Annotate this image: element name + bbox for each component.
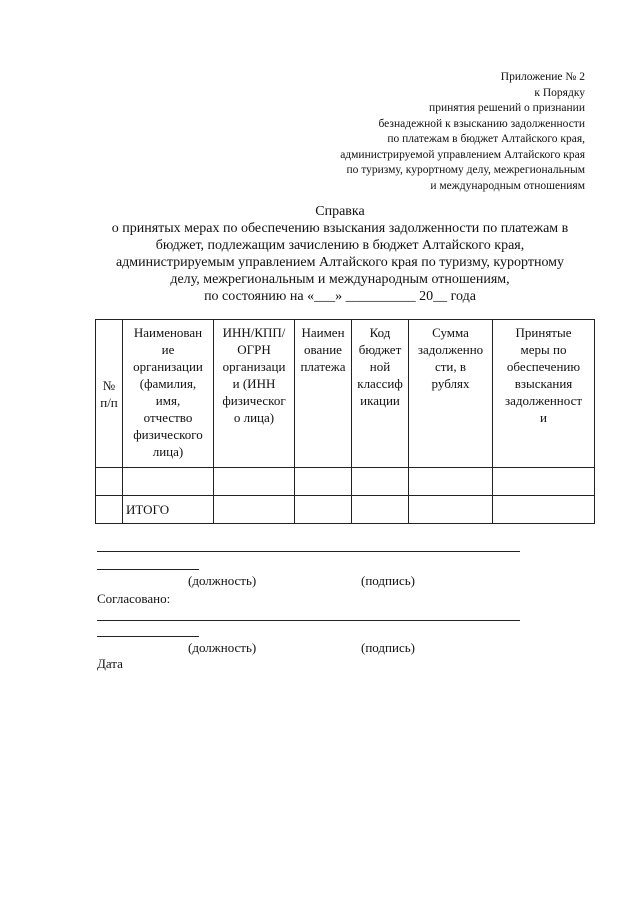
heading-line: администрируемым управлением Алтайского края по туризму, курортному xyxy=(115,255,565,270)
document-heading xyxy=(90,203,590,305)
col-header-measures xyxy=(493,320,595,468)
table-cell xyxy=(214,496,295,524)
table-total-row xyxy=(96,496,595,524)
heading-line: делу, межрегиональным и международным отношениям, xyxy=(170,272,510,287)
annex-line: по туризму, курортному делу, межрегиональным xyxy=(346,164,585,176)
table-cell xyxy=(352,496,409,524)
report-table xyxy=(95,319,595,524)
document-title: Справка xyxy=(315,204,365,219)
annex-line: администрируемой управлением Алтайского края xyxy=(340,148,585,161)
table-cell xyxy=(352,468,409,496)
col-header-inn xyxy=(214,320,295,468)
col-header-text: ИНН/КПП/ ОГРН организаци и (ИНН физическог о лица) xyxy=(222,325,286,425)
agreed-label: Согласовано: xyxy=(97,591,171,606)
agreed-line-long xyxy=(97,620,520,621)
heading-line: о принятых мерах по обеспечению взыскания задолженности по платежам в xyxy=(111,221,569,236)
col-header-payment xyxy=(295,320,352,468)
col-header-budget-code xyxy=(352,320,409,468)
table-cell xyxy=(409,496,493,524)
col-header-number xyxy=(96,320,123,468)
signature-label-2: (подпись) xyxy=(361,640,415,655)
table-cell xyxy=(295,468,352,496)
col-header-debt-amount xyxy=(409,320,493,468)
heading-line: бюджет, подлежащим зачислению в бюджет Алтайского края, xyxy=(155,238,525,253)
heading-date-line: по состоянию на «___» __________ 20__ года xyxy=(204,289,476,304)
signature-label: (подпись) xyxy=(361,573,415,588)
table-cell xyxy=(493,496,595,524)
annex-line: Приложение № 2 xyxy=(500,71,585,83)
total-label: ИТОГО xyxy=(123,496,214,524)
table-cell xyxy=(295,496,352,524)
table-cell xyxy=(409,468,493,496)
signature-line-long xyxy=(97,551,520,552)
table-cell xyxy=(96,496,123,524)
annex-block xyxy=(265,70,585,194)
position-label: (должность) xyxy=(188,573,257,588)
table-cell xyxy=(123,468,214,496)
col-header-text: Наимен ование платежа xyxy=(300,325,346,374)
table-cell xyxy=(493,468,595,496)
annex-line: и международным отношениям xyxy=(430,179,585,192)
annex-line: по платежам в бюджет Алтайского края, xyxy=(387,133,585,145)
col-header-text: Наименован ие организации (фамилия, имя, отчество физического лица) xyxy=(133,325,203,459)
annex-line: безнадежной к взысканию задолженности xyxy=(378,117,585,130)
col-header-text: Код бюджет ной классиф икации xyxy=(357,325,403,408)
table-cell xyxy=(96,468,123,496)
date-label: Дата xyxy=(97,656,123,671)
annex-line: принятия решений о признании xyxy=(429,102,585,114)
table-header-row xyxy=(96,320,595,468)
col-header-text: Сумма задолженно сти, в рублях xyxy=(417,325,484,391)
annex-line: к Порядку xyxy=(534,86,585,99)
table-row xyxy=(96,468,595,496)
table-cell xyxy=(214,468,295,496)
col-header-text: № п/п xyxy=(100,377,118,410)
agreed-line-short xyxy=(97,636,199,637)
col-header-text: Принятые меры по обеспечению взыскания задолженност и xyxy=(504,325,583,425)
position-label-2: (должность) xyxy=(188,640,257,655)
signature-line-short xyxy=(97,569,199,570)
col-header-organization xyxy=(123,320,214,468)
